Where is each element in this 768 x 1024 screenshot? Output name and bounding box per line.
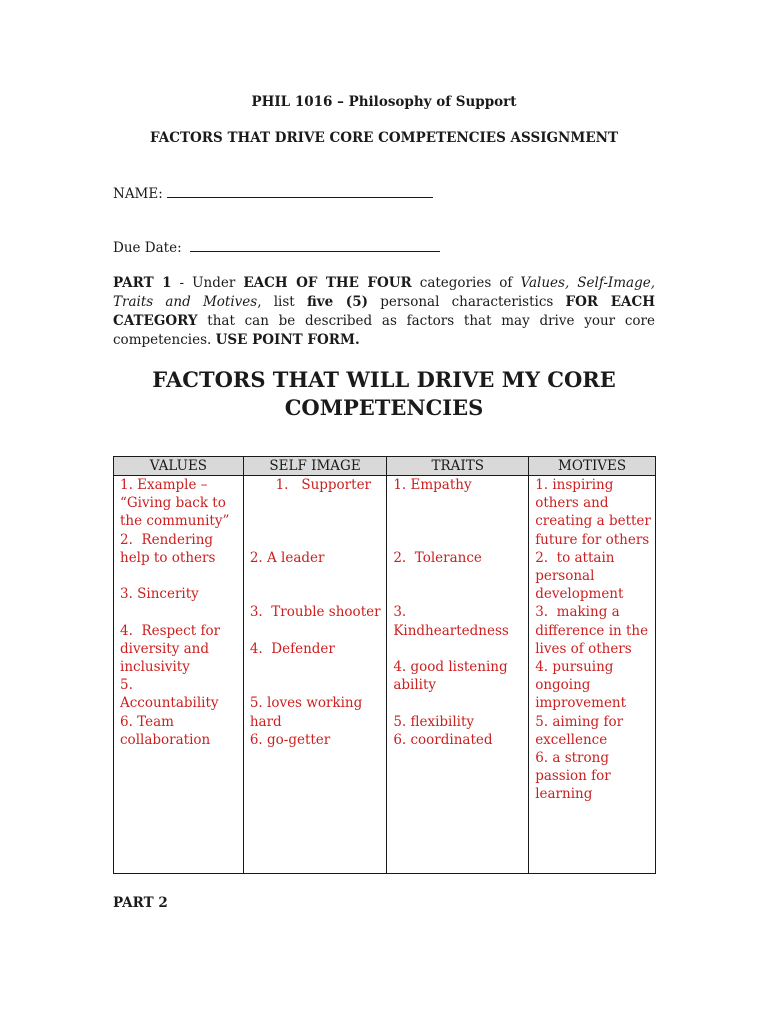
name-blank-line bbox=[167, 185, 433, 198]
part1-instructions bbox=[113, 274, 655, 350]
part1-bold-2: five (5) bbox=[306, 294, 368, 310]
table-header-row bbox=[114, 457, 656, 476]
part1-text-2: categories of bbox=[411, 275, 521, 291]
assignment-title: FACTORS THAT DRIVE CORE COMPETENCIES ASSIGNMENT bbox=[149, 130, 619, 146]
list-item: 1. Empathy bbox=[393, 477, 472, 493]
list-item: 1. Supporter bbox=[275, 477, 372, 493]
list-item: 4. Defender bbox=[249, 640, 335, 657]
list-item: 5. loves working hard bbox=[249, 695, 363, 730]
list-item: 2. A leader bbox=[249, 549, 325, 566]
column-header-motives: MOTIVES bbox=[529, 457, 656, 476]
due-date-blank-line bbox=[190, 239, 440, 252]
part1-text-3: , list bbox=[257, 294, 307, 310]
list-item: 3. Sincerity bbox=[120, 586, 199, 603]
list-item: 6. Team collaboration bbox=[120, 713, 211, 748]
list-item: 3. Trouble shooter bbox=[249, 604, 381, 621]
list-item: 2. Rendering help to others bbox=[120, 531, 216, 566]
list-item: 3. Kindheartedness bbox=[393, 604, 509, 639]
part1-text-4: personal characteristics bbox=[367, 294, 566, 310]
list-item: 5. aiming for excellence bbox=[535, 713, 624, 748]
column-header-values: VALUES bbox=[114, 457, 244, 476]
self-image-cell bbox=[243, 476, 386, 874]
part1-categories: Values, Self-Image, Traits and Motives bbox=[113, 275, 656, 310]
list-item: 6. coordinated bbox=[393, 731, 493, 748]
list-item: 4. Respect for diversity and inclusivity bbox=[120, 622, 221, 676]
part1-bold-3: FOR EACH CATEGORY bbox=[113, 294, 655, 329]
name-field bbox=[113, 185, 433, 202]
list-item: 5. flexibility bbox=[393, 713, 475, 730]
motives-cell bbox=[529, 476, 656, 874]
competencies-table bbox=[113, 456, 656, 874]
list-item: 6. a strong passion for learning bbox=[535, 750, 611, 803]
part1-text-5: that can be described as factors that may drive your core competencies. bbox=[113, 313, 655, 348]
part1-text-1: - Under bbox=[171, 275, 244, 291]
list-item: 4. good listening ability bbox=[393, 659, 508, 694]
section-heading bbox=[0, 366, 768, 422]
list-item: 3. making a difference in the lives of others bbox=[535, 604, 649, 657]
due-date-field bbox=[113, 239, 440, 256]
due-date-label: Due Date: bbox=[113, 240, 182, 256]
part1-label: PART 1 bbox=[113, 275, 172, 291]
name-label: NAME: bbox=[113, 186, 163, 202]
column-header-traits: TRAITS bbox=[387, 457, 529, 476]
part1-bold-4: USE POINT FORM. bbox=[215, 332, 360, 348]
part1-bold-1: EACH OF THE FOUR bbox=[243, 275, 412, 291]
list-item: 2. to attain personal development bbox=[535, 549, 624, 603]
table-row bbox=[114, 476, 656, 874]
heading-line-1: FACTORS THAT WILL DRIVE MY CORE bbox=[152, 367, 616, 392]
part2-label: PART 2 bbox=[113, 895, 168, 911]
column-header-self-image: SELF IMAGE bbox=[243, 457, 386, 476]
list-item: 2. Tolerance bbox=[393, 549, 482, 566]
list-item: 1. Example – “Giving back to the community” bbox=[120, 477, 230, 530]
course-title: PHIL 1016 – Philosophy of Support bbox=[251, 94, 517, 110]
list-item: 1. inspiring others and creating a better future for others bbox=[535, 477, 651, 548]
heading-line-2: COMPETENCIES bbox=[284, 395, 484, 420]
list-item: 5. Accountability bbox=[120, 677, 219, 712]
traits-cell bbox=[387, 476, 529, 874]
values-cell bbox=[114, 476, 244, 874]
list-item: 4. pursuing ongoing improvement bbox=[535, 659, 627, 712]
list-item: 6. go-getter bbox=[249, 731, 331, 748]
